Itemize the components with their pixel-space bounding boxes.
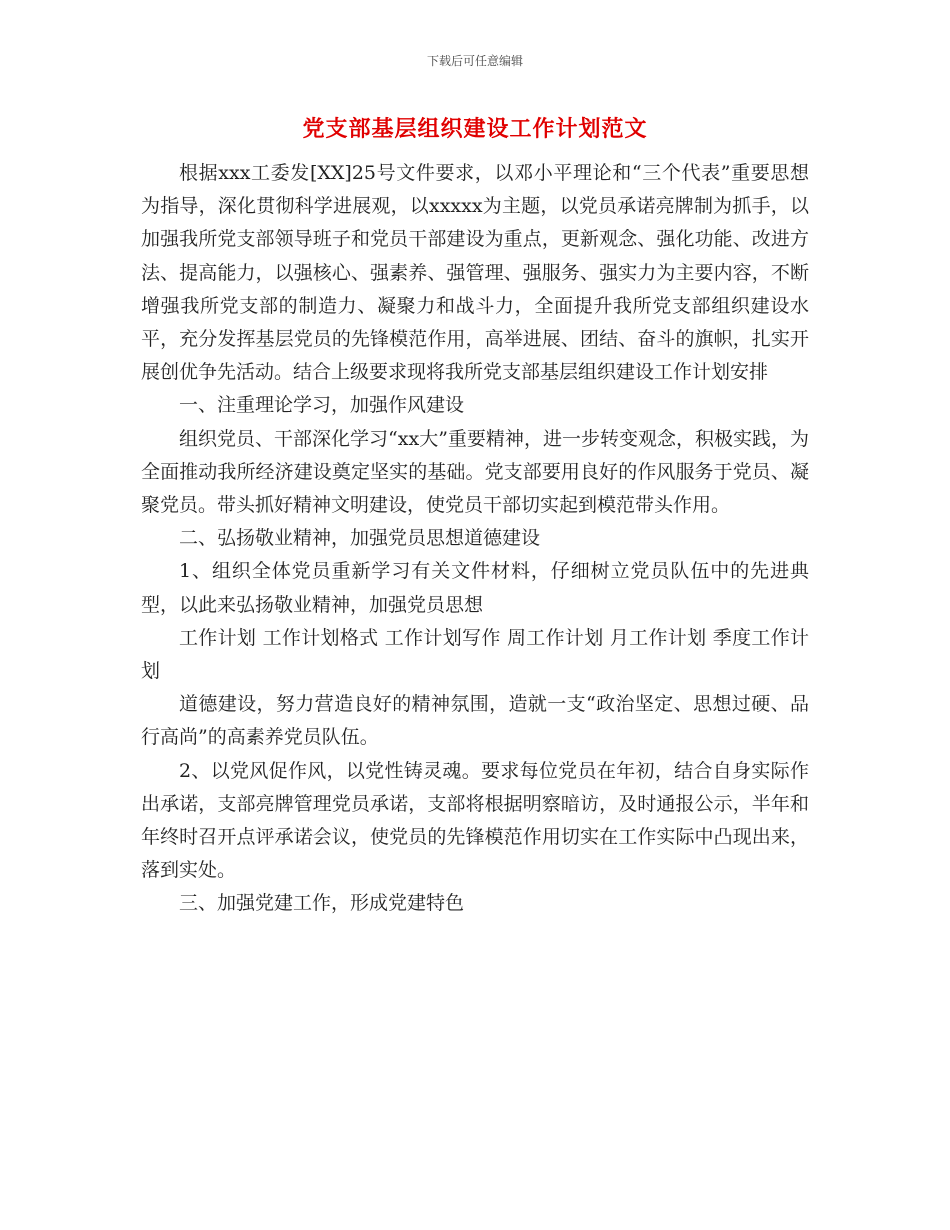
paragraph-section-1: 组织党员、干部深化学习“xx大”重要精神，进一步转变观念，积极实践，为全面推动我所经济建设奠定坚实的基础。党支部要用良好的作风服务于党员、凝聚党员。带头抓好精神文明建设，使党员干部切实起到模范带头作用。 [141,427,809,517]
section-heading-3: 三、加强党建工作，形成党建特色 [179,892,465,915]
document-title: 党支部基层组织建设工作计划范文 [302,117,648,142]
paragraph-item-2: 2、以党风促作风，以党性铸灵魂。要求每位党员在年初，结合自身实际作出承诺，支部亮牌管理党员承诺，支部将根据明察暗访，及时通报公示，半年和年终时召开点评承诺会议，使党员的先锋模范作用切实在工作实际中凸现出来，落到实处。 [141,759,809,882]
paragraph-item-1: 1、组织全体党员重新学习有关文件材料，仔细树立党员队伍中的先进典型，以此来弘扬敬业精神，加强党员思想 [141,560,809,616]
section-heading-2: 二、弘扬敬业精神，加强党员思想道德建设 [179,527,541,550]
document-body [141,157,809,921]
header-note: 下载后可任意编辑 [426,54,523,68]
paragraph-intro: 根据xxx工委发[XX]25号文件要求，以邓小平理论和“三个代表”重要思想为指导，深化贯彻科学进展观，以xxxxx为主题，以党员承诺亮牌制为抓手，以加强我所党支部领导班子和党员干部建设为重点，更新观念、强化功能、改进方法、提高能力，以强核心、强素养、强管理、强服务、强实力为主要内容，不断增强我所党支部的制造力、凝聚力和战斗力，全面提升我所党支部组织建设水平，充分发挥基层党员的先锋模范作用，高举进展、团结、奋斗的旗帜，扎实开展创优争先活动。结合上级要求现将我所党支部基层组织建设工作计划安排 [141,162,809,384]
paragraph-keywords: 工作计划 工作计划格式 工作计划写作 周工作计划 月工作计划 季度工作计划 [141,626,809,683]
section-heading-1: 一、注重理论学习，加强作风建设 [179,394,465,417]
paragraph-item-1-cont: 道德建设，努力营造良好的精神氛围，造就一支“政治坚定、思想过硬、品行高尚”的高素养党员队伍。 [141,693,809,749]
